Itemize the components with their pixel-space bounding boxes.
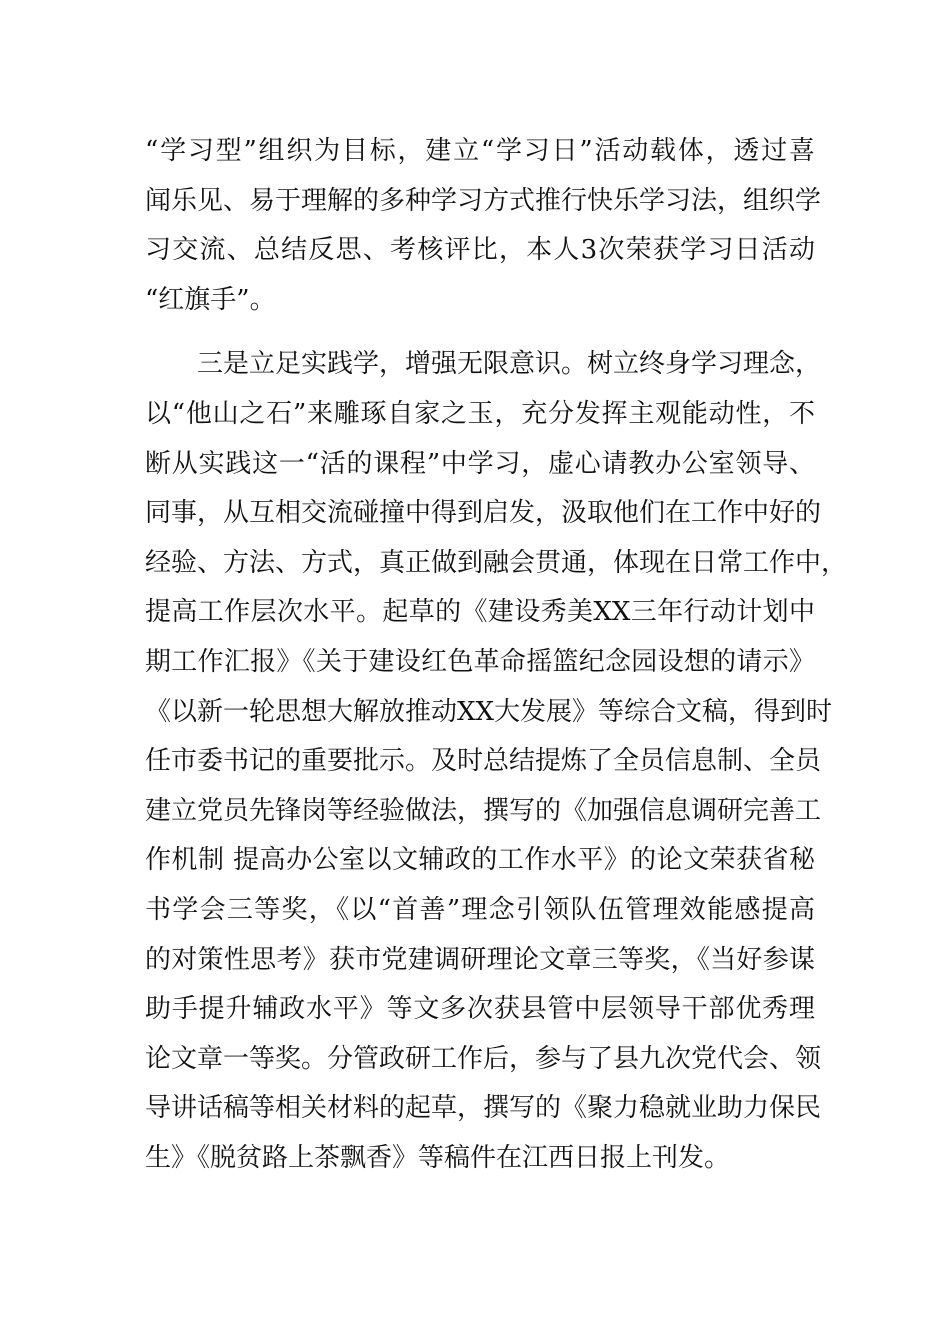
text-line: 建立党员先锋岗等经验做法，撰写的《加强信息调研完善工 [145, 795, 822, 826]
text-line: 《以新一轮思想大解放推动XX大发展》等综合文稿，得到时 [145, 696, 833, 727]
text-line: 闻乐见、易于理解的多种学习方式推行快乐学习法，组织学 [145, 185, 822, 216]
text-line: 经验、方法、方式，真正做到融会贯通，体现在日常工作中， [145, 547, 848, 578]
text-line: 同事，从互相交流碰撞中得到启发，汲取他们在工作中好的 [145, 498, 822, 529]
text-line: “红旗手”。 [145, 284, 276, 315]
paragraph-1 [145, 127, 822, 325]
text-line: 助手提升辅政水平》等文多次获县管中层领导干部优秀理 [145, 994, 815, 1025]
text-line: 以“他山之石”来雕琢自家之玉，充分发挥主观能动性，不 [145, 398, 815, 429]
paragraph-spacing [145, 325, 815, 340]
text-line: 生》《脱贫路上茶飘香》等稿件在江西日报上刊发。 [145, 1142, 731, 1173]
text-line: 任市委书记的重要批示。及时总结提炼了全员信息制、全员 [145, 746, 822, 777]
text-line: 习交流、总结反思、考核评比，本人3次荣获学习日活动 [145, 235, 815, 266]
text-line: 论文章一等奖。分管政研工作后，参与了县九次党代会、领 [145, 1043, 822, 1074]
document-body [145, 127, 848, 1183]
text-line: 的对策性思考》获市党建调研理论文章三等奖，《当好参谋 [145, 944, 815, 975]
text-line: 期工作汇报》《关于建设红色革命摇篮纪念园设想的请示》 [145, 646, 815, 677]
text-line: “学习型”组织为目标，建立“学习日”活动载体，透过喜 [145, 136, 815, 166]
text-line: 作机制 提高办公室以文辅政的工作水平》的论文荣获省秘 [145, 845, 815, 876]
paragraph-2 [145, 340, 848, 1183]
text-line: 导讲话稿等相关材料的起草，撰写的《聚力稳就业助力保民 [145, 1093, 822, 1124]
text-line: 提高工作层次水平。起草的《建设秀美XX三年行动计划中 [145, 597, 815, 628]
text-line: 书学会三等奖，《以“首善”理念引领队伍管理效能感提高 [145, 894, 815, 925]
text-line: 断从实践这一“活的课程”中学习，虚心请教办公室领导、 [145, 448, 815, 479]
text-line: 三是立足实践学，增强无限意识。树立终身学习理念， [145, 349, 822, 380]
